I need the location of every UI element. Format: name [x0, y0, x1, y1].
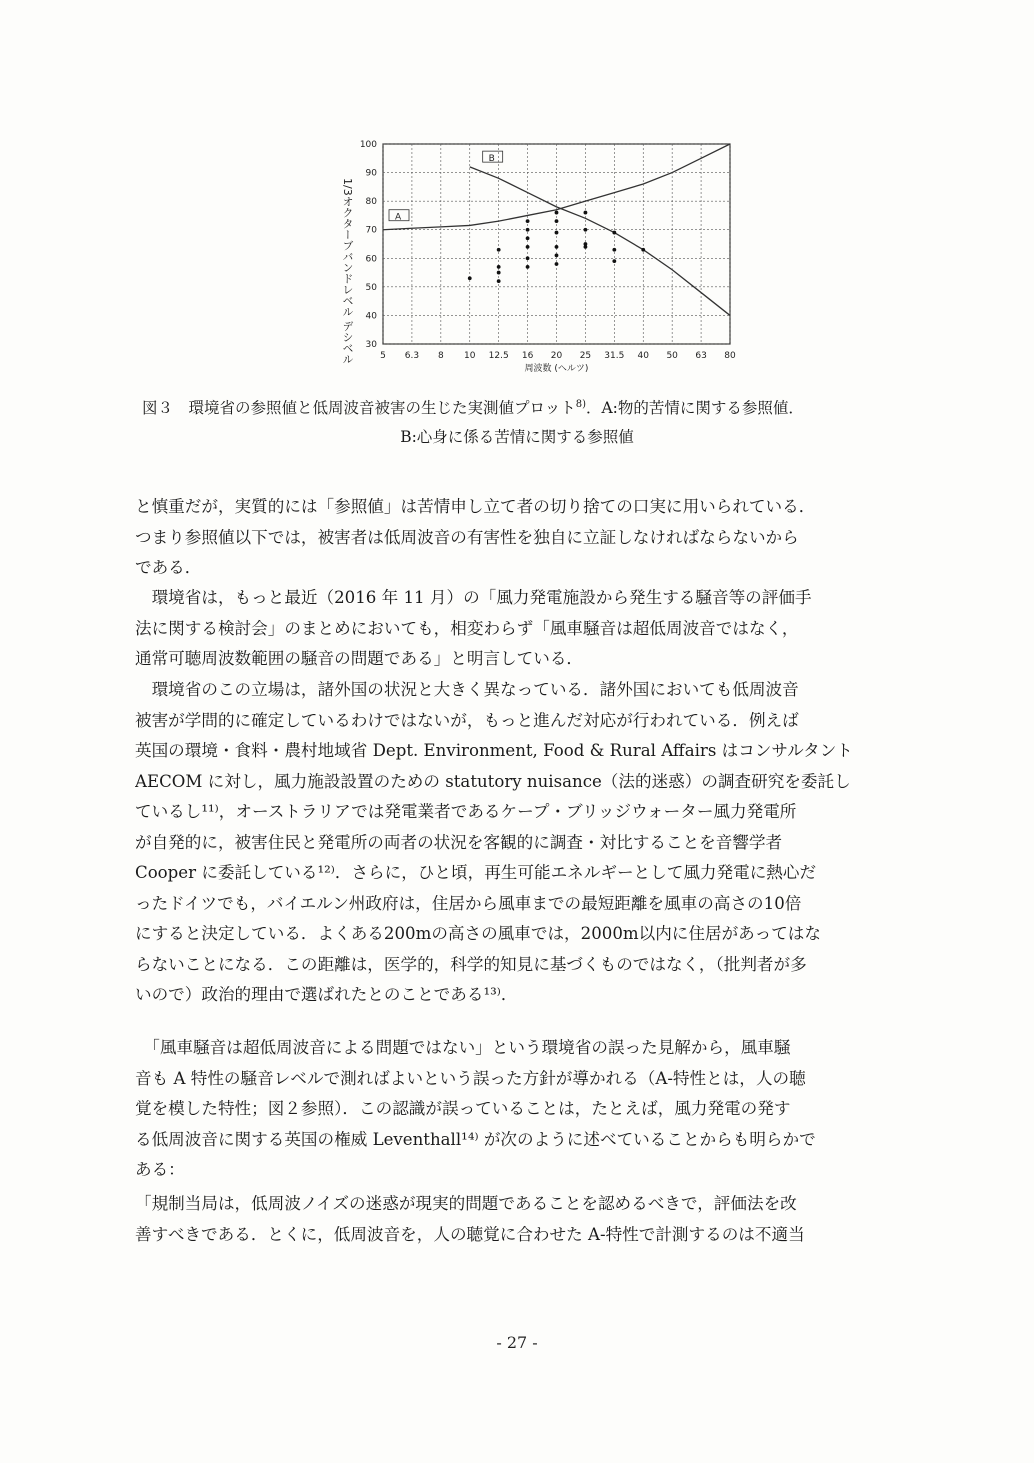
y-tick-label: 60	[365, 254, 377, 265]
measured-point	[612, 231, 616, 235]
measured-point	[555, 262, 559, 266]
text-line: Cooper に委託している¹²⁾．さらに，ひと頃，再生可能エネルギーとして風力発電に熱心だ	[135, 863, 817, 882]
x-tick-label: 12.5	[488, 351, 509, 361]
x-tick-label: 20	[550, 351, 563, 361]
paragraph-4	[135, 1033, 915, 1186]
text-line: 「規制当局は，低周波ノイズの迷惑が現実的問題であることを認めるべきで，評価法を改	[135, 1194, 797, 1213]
text-line: ある：	[135, 1160, 185, 1179]
series-line-B	[470, 167, 730, 316]
text-line: 英国の環境・食料・農村地域省 Dept. Environment, Food & Rural Affairs はコンサルタント	[135, 741, 853, 760]
x-tick-label: 63	[695, 351, 707, 361]
measured-point	[526, 228, 530, 232]
y-tick-label: 30	[365, 340, 377, 350]
measured-point	[526, 236, 530, 240]
x-tick-label: 6.3	[404, 351, 420, 361]
measured-point	[555, 231, 559, 235]
text-line: 善すべきである．とくに，低周波音を，人の聴覚に合わせた A-特性で計測するのは不適当	[135, 1224, 805, 1244]
x-tick-label: 50	[666, 351, 678, 361]
measured-point	[526, 265, 530, 269]
x-tick-label: 31.5	[604, 351, 625, 361]
measured-point	[555, 211, 559, 215]
caption-line-2: B:心身に係る苦情に関する参照値	[400, 428, 634, 446]
measured-point	[612, 248, 616, 252]
text-line: 通常可聴周波数範囲の騒音の問題である」と明言している．	[135, 649, 584, 668]
measured-point	[497, 271, 501, 275]
x-tick-label: 5	[380, 351, 386, 361]
x-tick-label: 25	[579, 351, 592, 361]
measured-point	[584, 211, 588, 215]
x-tick-label: 10	[464, 351, 476, 361]
text-line: ているし¹¹⁾，オーストラリアでは発電業者であるケープ・ブリッジウォーター風力発電所	[135, 802, 797, 821]
x-tick-label: 16	[521, 351, 534, 361]
measured-point	[526, 245, 530, 249]
text-line: つまり参照値以下では，被害者は低周波音の有害性を独自に立証しなければならないから	[135, 527, 799, 547]
y-tick-label: 40	[365, 311, 377, 322]
measured-point	[641, 248, 645, 252]
y-tick-label: 80	[365, 197, 377, 208]
measured-point	[497, 248, 501, 252]
page-number: - 27 -	[496, 1333, 538, 1352]
x-tick-label: 40	[637, 351, 649, 361]
y-tick-label: 90	[365, 168, 377, 179]
caption-line-1-text: 図３ 環境省の参照値と低周波音被害の生じた実測値プロット	[142, 399, 576, 417]
y-tick-label: 70	[365, 225, 377, 236]
measured-point	[612, 259, 616, 263]
chart-svg	[335, 130, 755, 390]
x-tick-label: 80	[724, 351, 736, 361]
text-line: が自発的に，被害住民と発電所の両者の状況を客観的に調査・対比することを音響学者	[135, 832, 783, 852]
text-line: 「風車騒音は超低周波音による問題ではない」という環境省の誤った見解から，風車騒	[135, 1038, 791, 1057]
text-line: る低周波音に関する英国の権威 Leventhall¹⁴⁾ が次のように述べていることからも明らかで	[135, 1129, 816, 1149]
series-label-B: B	[488, 154, 495, 165]
text-line: ったドイツでも，バイエルン州政府は，住居から風車までの最短距離を風車の高さの10倍	[135, 893, 802, 913]
measured-point	[526, 256, 530, 260]
text-line: にすると決定している．よくある200mの高さの風車では，2000m以内に住居があってはな	[135, 924, 821, 943]
text-line: AECOM に対し，風力施設設置のための statutory nuisance（法的迷惑）の調査研究を委託し	[135, 771, 851, 791]
text-line: と慎重だが，実質的には「参照値」は苦情申し立て者の切り捨ての口実に用いられている．	[135, 497, 816, 516]
measured-point	[584, 228, 588, 232]
figure-3-chart	[335, 130, 755, 390]
text-line: いので）政治的理由で選ばれたとのことである¹³⁾．	[135, 985, 518, 1004]
x-tick-label: 8	[437, 351, 444, 361]
x-axis-label: 周波数 (ヘルツ)	[524, 364, 589, 374]
text-line: 被害が学問的に確定しているわけではないが，もっと進んだ対応が行われている．例えば	[135, 710, 799, 730]
text-line: 音も A 特性の騒音レベルで測ればよいという誤った方針が導かれる（A-特性とは，人の聴	[135, 1068, 806, 1088]
caption-line-1-tail: ．A:物的苦情に関する参照値．	[585, 399, 804, 417]
paragraph-1	[135, 492, 915, 584]
measured-point	[584, 242, 588, 246]
measured-point	[497, 265, 501, 269]
text-line: である．	[135, 558, 202, 577]
measured-point	[555, 254, 559, 258]
measured-point	[497, 279, 501, 283]
text-line: 環境省は，もっと最近（2016 年 11 月）の「風力発電施設から発生する騒音等の評価手	[135, 588, 812, 607]
measured-point	[555, 219, 559, 223]
series-label-A: A	[395, 212, 402, 223]
paragraph-3	[135, 675, 915, 1011]
measured-point	[555, 245, 559, 249]
caption-ref: 8)	[575, 398, 586, 410]
y-tick-label: 100	[359, 140, 377, 150]
y-tick-label: 50	[365, 282, 377, 293]
measured-point	[526, 219, 530, 223]
paragraph-2	[135, 583, 915, 675]
paragraph-5	[135, 1189, 915, 1250]
text-line: 環境省のこの立場は，諸外国の状況と大きく異なっている．諸外国においても低周波音	[135, 680, 799, 699]
caption-line-1	[142, 394, 922, 423]
measured-point	[468, 276, 472, 280]
chart-y-axis-label: 1/3オクターブバンドレベル デシベル	[341, 178, 354, 365]
text-line: らないことになる．この距離は，医学的，科学的知見に基づくものではなく，（批判者が多	[135, 954, 807, 974]
figure-caption	[142, 394, 922, 452]
text-line: 法に関する検討会」のまとめにおいても，相変わらず「風車騒音は超低周波音ではなく，	[135, 618, 799, 638]
text-line: 覚を模した特性；図２参照）．この認識が誤っていることは，たとえば，風力発電の発す	[135, 1099, 791, 1118]
